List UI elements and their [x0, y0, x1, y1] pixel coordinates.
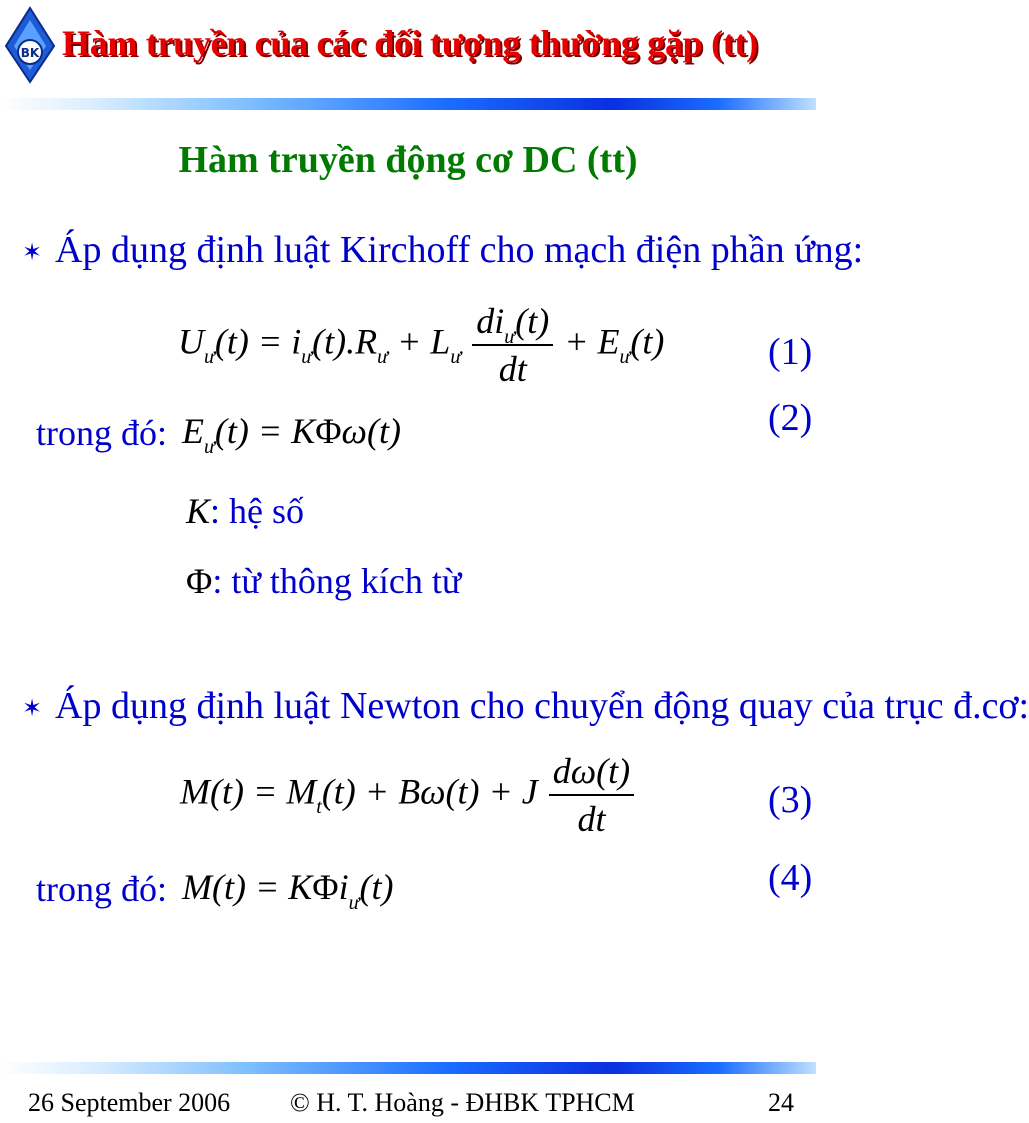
star-bullet-icon: ✶ — [22, 240, 43, 266]
equation-4-label: trong đó: — [36, 869, 167, 909]
definition-phi-symbol: Φ — [186, 561, 213, 601]
bullet-text-newton: Áp dụng định luật Newton cho chuyển động quay của trục đ.cơ: — [55, 685, 1029, 727]
footer-author: © H. T. Hoàng - ĐHBK TPHCM — [290, 1088, 635, 1117]
logo — [4, 6, 56, 84]
page-number: 24 — [768, 1088, 794, 1117]
definition-k-symbol: K — [186, 491, 211, 531]
bk-logo-icon — [4, 6, 56, 84]
slide-subtitle: Hàm truyền động cơ DC (tt) — [178, 139, 638, 181]
equation-3: $M(t) = M_t(t) + B\omega(t) + J$ $\frac{d\omega(t)}{dt}$ — [180, 750, 636, 840]
definition-k-text: : hệ số — [210, 491, 305, 531]
equation-2-number: (2) — [768, 397, 813, 439]
equation-2: $E_ư(t) = K\Phi\omega(t)$ — [182, 411, 401, 458]
equation-1-number: (1) — [768, 331, 813, 373]
star-bullet-icon: ✶ — [22, 696, 43, 722]
footer-divider — [0, 1062, 816, 1074]
equation-1: $U_ư(t) = i_ư(t).R_ư + L_ư$ $\frac{di_ư(t)}{dt}$ + $E_ư(t)$ — [178, 301, 665, 389]
equation-4: M(t) = KΦi$_ư$(t) — [182, 867, 394, 914]
footer-date: 26 September 2006 — [28, 1088, 231, 1117]
header-divider — [0, 98, 816, 110]
definition-phi-text: : từ thông kích từ — [212, 561, 462, 601]
logo-text: BK — [20, 46, 40, 60]
equation-4-number: (4) — [768, 857, 813, 899]
equation-3-number: (3) — [768, 779, 813, 821]
definition-phi — [186, 560, 461, 602]
definition-k — [186, 490, 304, 532]
slide-title: Hàm truyền của các đối tượng thường gặp (tt) — [62, 23, 758, 63]
bullet-text-kirchoff: Áp dụng định luật Kirchoff cho mạch điện phần ứng: — [55, 229, 864, 271]
equation-2-label: trong đó: — [36, 413, 167, 453]
